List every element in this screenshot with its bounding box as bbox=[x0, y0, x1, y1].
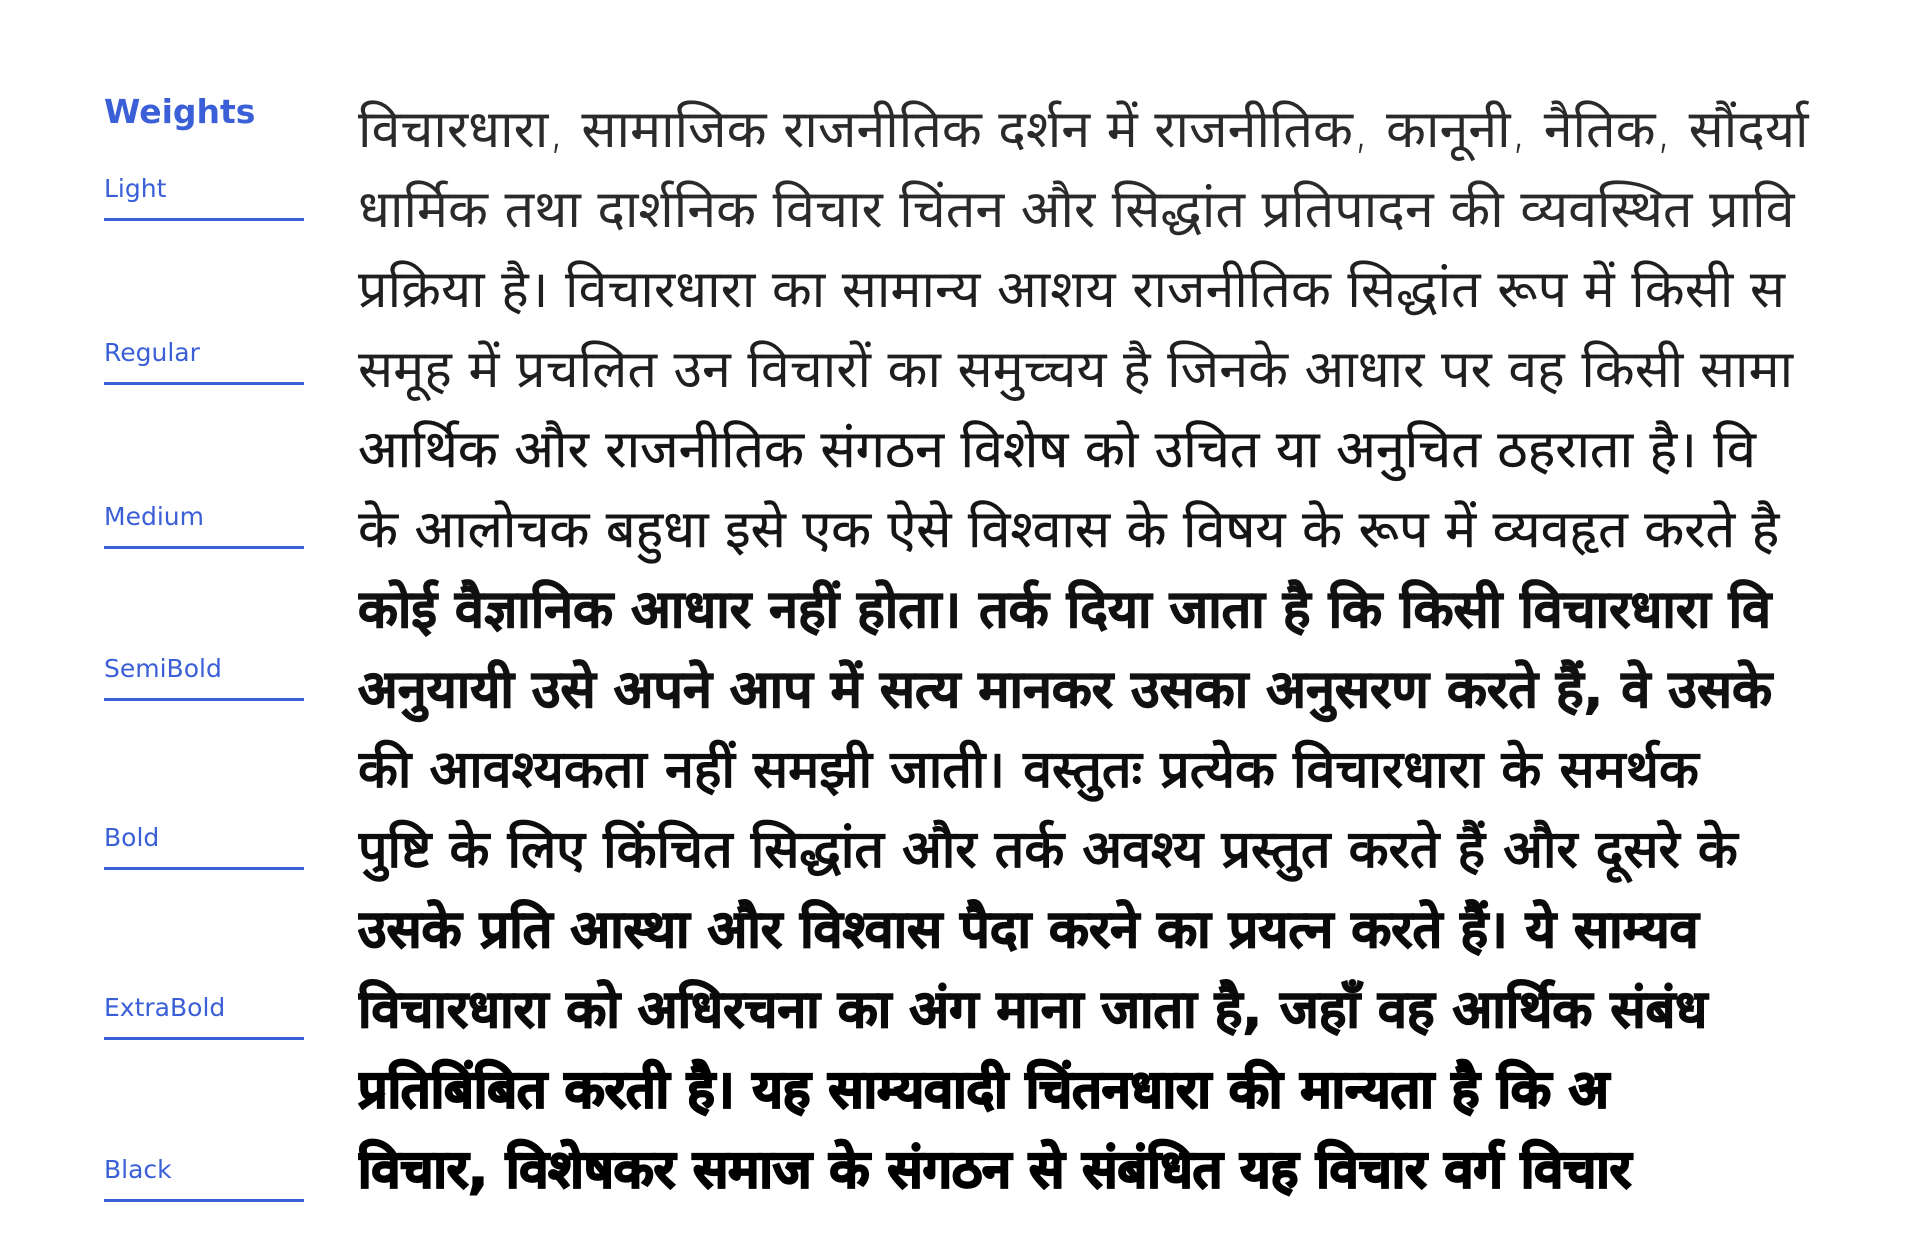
weight-underline bbox=[104, 698, 304, 701]
sample-line-black: विचार, विशेषकर समाज के संगठन से संबंधित यह विचार वर्ग विचार bbox=[358, 1140, 1631, 1200]
sample-line-extrabold: विचारधारा को अधिरचना का अंग माना जाता है, जहाँ वह आर्थिक संबंध bbox=[358, 980, 1708, 1040]
weights-heading: Weights bbox=[104, 92, 256, 131]
weight-item-medium[interactable] bbox=[104, 502, 304, 552]
weight-underline bbox=[104, 867, 304, 870]
weight-item-light[interactable] bbox=[104, 174, 304, 224]
weight-label: ExtraBold bbox=[104, 993, 226, 1022]
sample-text-block bbox=[358, 90, 1852, 1210]
sample-line-extrabold: उसके प्रति आस्था और विश्वास पैदा करने का प्रयत्न करते हैं। ये साम्यव bbox=[358, 900, 1699, 960]
sample-line-medium: के आलोचक बहुधा इसे एक ऐसे विश्वास के विषय के रूप में व्यवहृत करते है bbox=[358, 500, 1780, 560]
sample-line-bold: की आवश्यकता नहीं समझी जाती। वस्तुतः प्रत्येक विचारधारा के समर्थक bbox=[358, 740, 1699, 800]
sample-line-regular: प्रक्रिया है। विचारधारा का सामान्य आशय राजनीतिक सिद्धांत रूप में किसी स bbox=[358, 260, 1786, 320]
sample-line-black: प्रतिबिंबित करती है। यह साम्यवादी चिंतनधारा की मान्यता है कि अ bbox=[358, 1060, 1609, 1120]
weight-underline bbox=[104, 218, 304, 221]
weight-item-bold[interactable] bbox=[104, 823, 304, 873]
weight-item-regular[interactable] bbox=[104, 338, 304, 388]
weight-item-black[interactable] bbox=[104, 1155, 304, 1205]
weight-label: Bold bbox=[104, 823, 160, 852]
weight-label: Regular bbox=[104, 338, 200, 367]
weight-underline bbox=[104, 546, 304, 549]
weight-item-semibold[interactable] bbox=[104, 654, 304, 704]
sample-line-regular: समूह में प्रचलित उन विचारों का समुच्चय है जिनके आधार पर वह किसी सामा bbox=[358, 340, 1794, 400]
weight-label: Black bbox=[104, 1155, 172, 1184]
weight-label: Light bbox=[104, 174, 167, 203]
weight-label: Medium bbox=[104, 502, 204, 531]
sample-line-semibold: कोई वैज्ञानिक आधार नहीं होता। तर्क दिया जाता है कि किसी विचारधारा वि bbox=[358, 580, 1772, 640]
sample-line-semibold: अनुयायी उसे अपने आप में सत्य मानकर उसका अनुसरण करते हैं, वे उसके bbox=[358, 660, 1773, 720]
weight-underline bbox=[104, 1037, 304, 1040]
weight-underline bbox=[104, 1199, 304, 1202]
sample-line-light: धार्मिक तथा दार्शनिक विचार चिंतन और सिद्धांत प्रतिपादन की व्यवस्थित प्रावि bbox=[358, 180, 1795, 240]
weight-item-extrabold[interactable] bbox=[104, 993, 304, 1043]
sample-line-medium: आर्थिक और राजनीतिक संगठन विशेष को उचित या अनुचित ठहराता है। वि bbox=[358, 420, 1756, 480]
sample-line-bold: पुष्टि के लिए किंचित सिद्धांत और तर्क अवश्य प्रस्तुत करते हैं और दूसरे के bbox=[358, 820, 1738, 880]
weight-underline bbox=[104, 382, 304, 385]
weight-label: SemiBold bbox=[104, 654, 222, 683]
sample-line-light: विचारधारा, सामाजिक राजनीतिक दर्शन में राजनीतिक, कानूनी, नैतिक, सौंदर्या bbox=[358, 100, 1809, 160]
